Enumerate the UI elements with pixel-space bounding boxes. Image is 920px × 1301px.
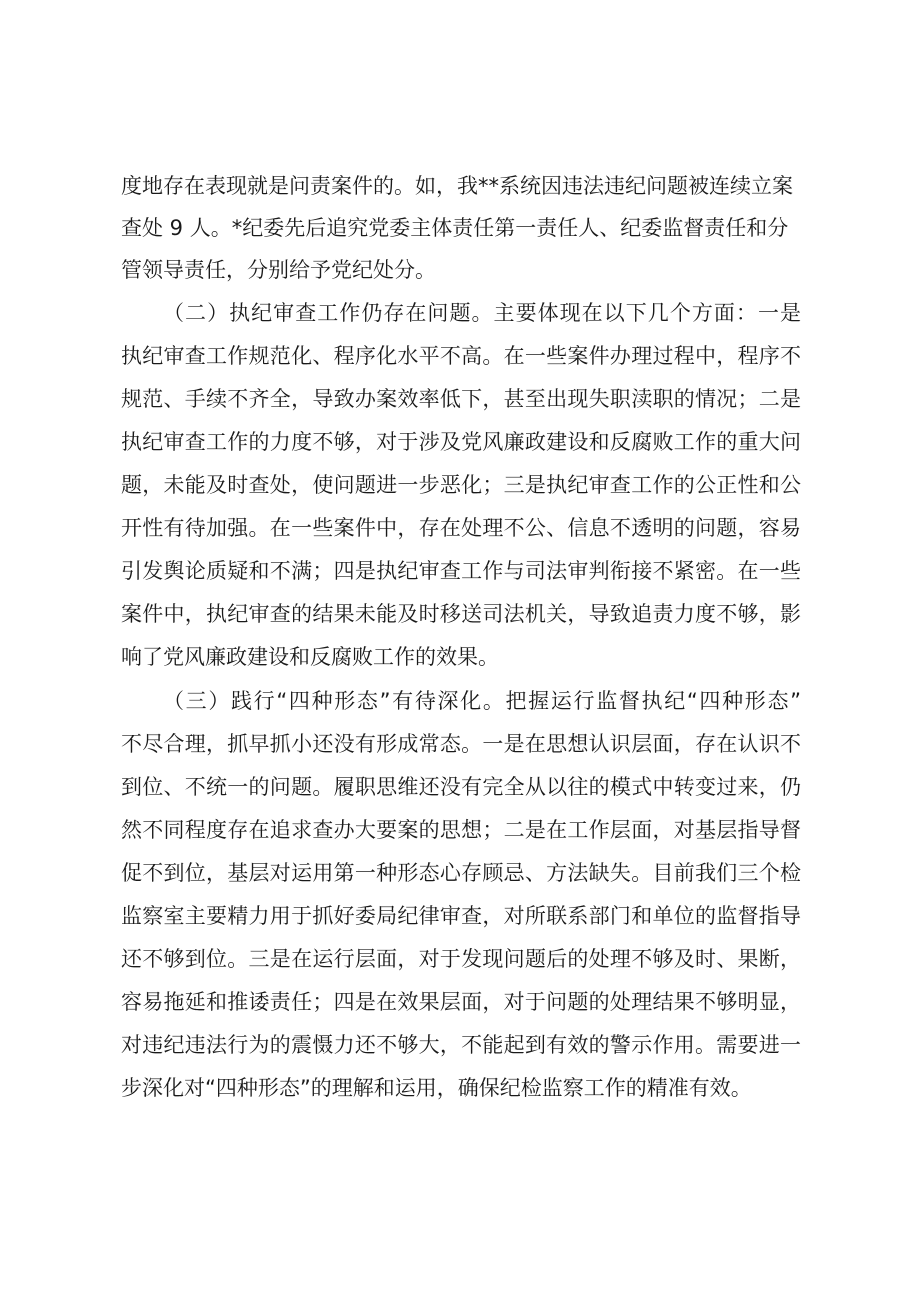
text-line: 查处 9 人。*纪委先后追究党委主体责任第一责任人、纪委监督责任和分 (121, 216, 789, 240)
section-heading-line: （二）执纪审查工作仍存在问题。主要体现在以下几个方面：一是 (163, 301, 801, 325)
text-line: 度地存在表现就是问责案件的。如，我**系统因违法违纪问题被连续立案 (121, 174, 793, 198)
text-line: 案件中，执纪审查的结果未能及时移送司法机关，导致追责力度不够，影 (121, 602, 801, 626)
text-line: 开性有待加强。在一些案件中，存在处理不公、信息不透明的问题，容易 (121, 516, 801, 540)
text-line: 促不到位，基层对运用第一种形态心存顾忌、方法缺失。目前我们三个检 (121, 861, 801, 885)
text-line: 响了党风廉政建设和反腐败工作的效果。 (121, 645, 499, 669)
text-line: 规范、手续不齐全，导致办案效率低下，甚至出现失职渎职的情况；二是 (121, 387, 801, 411)
text-line: 监察室主要精力用于抓好委局纪律审查，对所联系部门和单位的监督指导 (121, 904, 801, 928)
text-line: 到位、不统一的问题。履职思维还没有完全从以往的模式中转变过来，仍 (121, 775, 801, 799)
text-line: 容易拖延和推诿责任；四是在效果层面，对于问题的处理结果不够明显， (121, 990, 801, 1014)
text-line: 不尽合理，抓早抓小还没有形成常态。一是在思想认识层面，存在认识不 (121, 732, 801, 756)
text-line: 步深化对“四种形态”的理解和运用，确保纪检监察工作的精准有效。 (121, 1076, 752, 1100)
text-line: 执纪审查工作规范化、程序化水平不高。在一些案件办理过程中，程序不 (121, 344, 801, 368)
text-line: 引发舆论质疑和不满；四是执纪审查工作与司法审判衔接不紧密。在一些 (121, 559, 801, 583)
section-heading-line: （三）践行“四种形态”有待深化。把握运行监督执纪“四种形态” (163, 689, 801, 713)
text-line: 管领导责任，分别给予党纪处分。 (121, 258, 436, 282)
text-line: 题，未能及时查处，使问题进一步恶化；三是执纪审查工作的公正性和公 (121, 473, 801, 497)
text-line: 然不同程度存在追求查办大要案的思想；二是在工作层面，对基层指导督 (121, 818, 801, 842)
text-line: 对违纪违法行为的震慑力还不够大，不能起到有效的警示作用。需要进一 (121, 1033, 801, 1057)
text-line: 执纪审查工作的力度不够，对于涉及党风廉政建设和反腐败工作的重大问 (121, 430, 801, 454)
text-line: 还不够到位。三是在运行层面，对于发现问题后的处理不够及时、果断， (121, 947, 801, 971)
